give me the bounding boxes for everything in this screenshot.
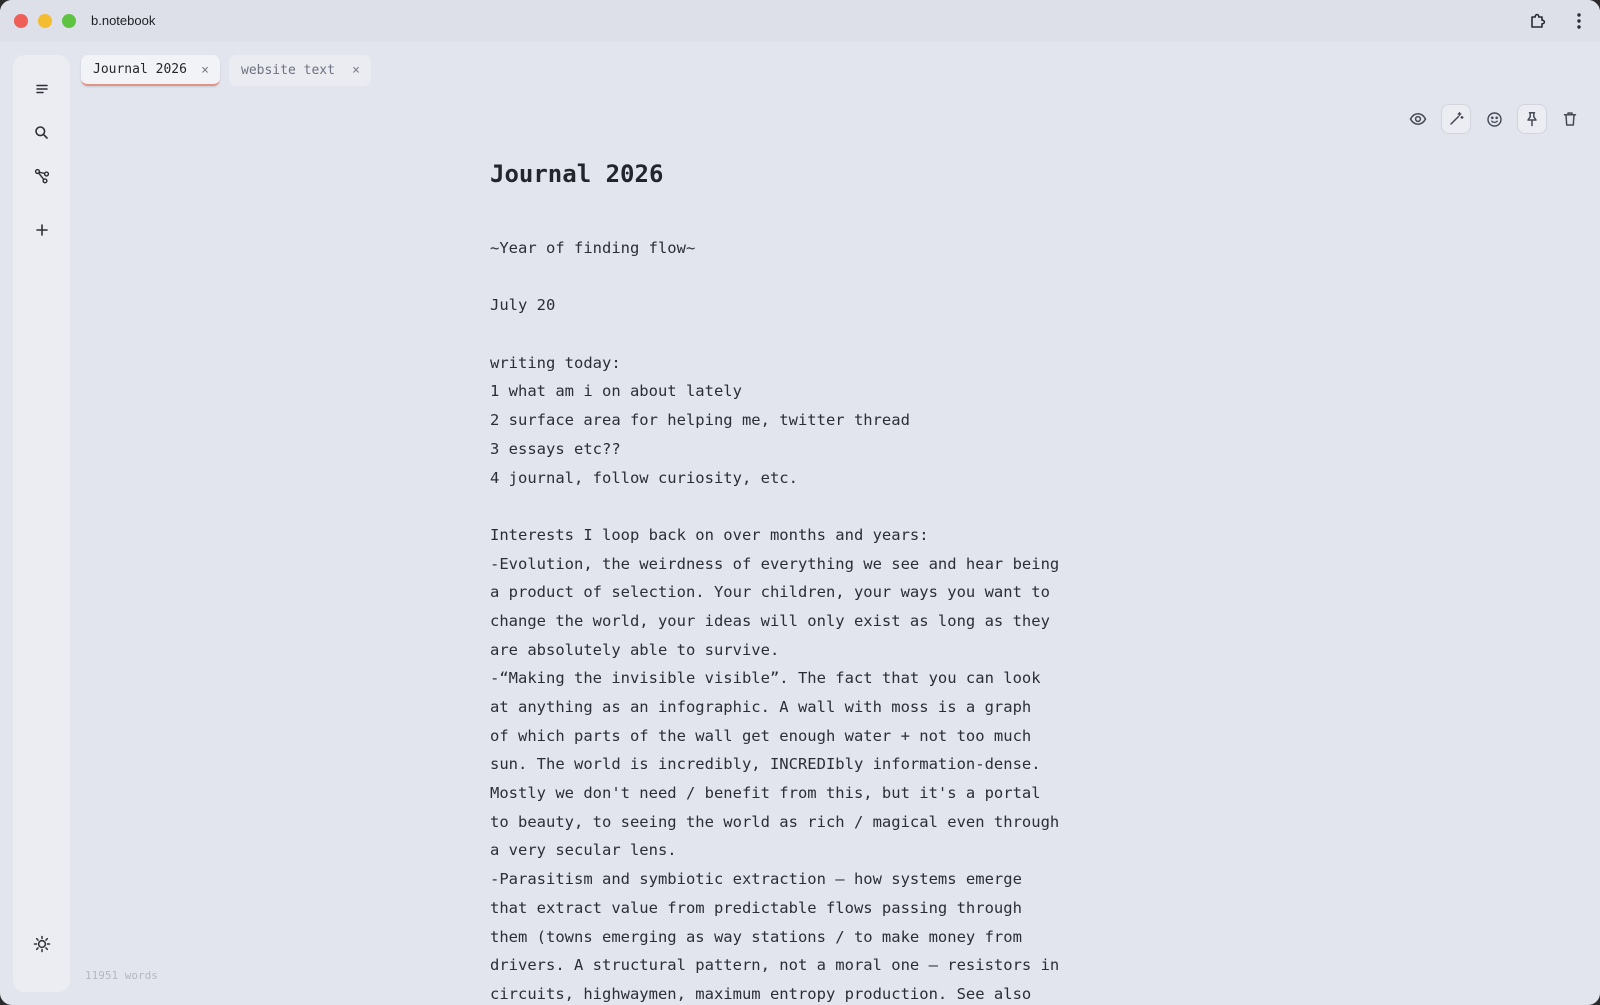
- graph-nodes-icon[interactable]: [27, 161, 56, 190]
- note-line[interactable]: them (towns emerging as way stations / to make money from: [490, 927, 1022, 946]
- tab-label: website text: [241, 63, 335, 78]
- note-line[interactable]: July 20: [490, 296, 556, 315]
- word-count: 11951 words: [85, 969, 158, 982]
- note-line[interactable]: of which parts of the wall get enough water + not too much: [490, 726, 1032, 745]
- minimize-window-button[interactable]: [38, 14, 52, 28]
- note-line[interactable]: a very secular lens.: [490, 841, 677, 860]
- magic-wand-icon[interactable]: [1441, 104, 1471, 134]
- maximize-window-button[interactable]: [62, 14, 76, 28]
- window-title: b.notebook: [91, 13, 156, 28]
- trash-icon[interactable]: [1555, 104, 1585, 134]
- note-line[interactable]: to beauty, to seeing the world as rich / magical even through: [490, 812, 1060, 831]
- extensions-icon[interactable]: [1527, 10, 1549, 32]
- note-line[interactable]: [490, 263, 1130, 292]
- note-line[interactable]: at anything as an infographic. A wall with moss is a graph: [490, 698, 1032, 716]
- note-line[interactable]: -Evolution, the weirdness of everything we see and hear being: [490, 554, 1060, 573]
- note-line[interactable]: that extract value from predictable flows passing through: [490, 898, 1022, 917]
- smiley-icon[interactable]: [1479, 104, 1509, 134]
- note-editor[interactable]: [490, 156, 1130, 1003]
- note-line[interactable]: 3 essays etc??: [490, 439, 621, 458]
- note-line[interactable]: circuits, highwaymen, maximum entropy production. See also: [490, 984, 1032, 1003]
- note-line[interactable]: -“Making the invisible visible”. The fact that you can look: [490, 669, 1041, 688]
- note-line[interactable]: writing today:: [490, 353, 621, 372]
- note-line[interactable]: sun. The world is incredibly, INCREDIbly information-dense.: [490, 755, 1041, 774]
- search-icon[interactable]: [27, 118, 56, 147]
- note-line[interactable]: 1 what am i on about lately: [490, 382, 742, 401]
- note-line[interactable]: [490, 492, 1130, 521]
- note-body[interactable]: [490, 234, 1130, 1005]
- tab-close-icon[interactable]: ×: [201, 63, 209, 78]
- note-line[interactable]: a product of selection. Your children, your ways you want to: [490, 583, 1050, 602]
- eye-icon[interactable]: [1403, 104, 1433, 134]
- tab-journal-2026[interactable]: [81, 55, 220, 86]
- sidebar: [13, 55, 70, 992]
- more-vertical-icon[interactable]: [1568, 10, 1590, 32]
- note-line[interactable]: ~Year of finding flow~: [490, 239, 696, 257]
- note-line[interactable]: 4 journal, follow curiosity, etc.: [490, 468, 798, 487]
- note-line[interactable]: 2 surface area for helping me, twitter thread: [490, 411, 910, 430]
- note-line[interactable]: Interests I loop back on over months and years:: [490, 525, 929, 544]
- plus-icon[interactable]: [27, 215, 56, 244]
- note-title[interactable]: Journal 2026: [490, 160, 664, 188]
- title-bar: [0, 0, 1600, 42]
- tab-label: Journal 2026: [93, 62, 187, 77]
- note-line[interactable]: -Parasitism and symbiotic extraction — how systems emerge: [490, 870, 1022, 889]
- note-line[interactable]: [490, 320, 1130, 349]
- note-line[interactable]: drivers. A structural pattern, not a moral one — resistors in: [490, 956, 1060, 975]
- tab-close-icon[interactable]: ×: [352, 63, 360, 78]
- note-line[interactable]: are absolutely able to survive.: [490, 640, 780, 659]
- close-window-button[interactable]: [14, 14, 28, 28]
- menu-lines-icon[interactable]: [27, 74, 56, 103]
- note-line[interactable]: Mostly we don't need / benefit from this, but it's a portal: [490, 784, 1041, 803]
- pin-icon[interactable]: [1517, 104, 1547, 134]
- sun-icon[interactable]: [27, 929, 56, 958]
- note-line[interactable]: change the world, your ideas will only exist as long as they: [490, 611, 1050, 630]
- tab-website-text[interactable]: [229, 55, 371, 86]
